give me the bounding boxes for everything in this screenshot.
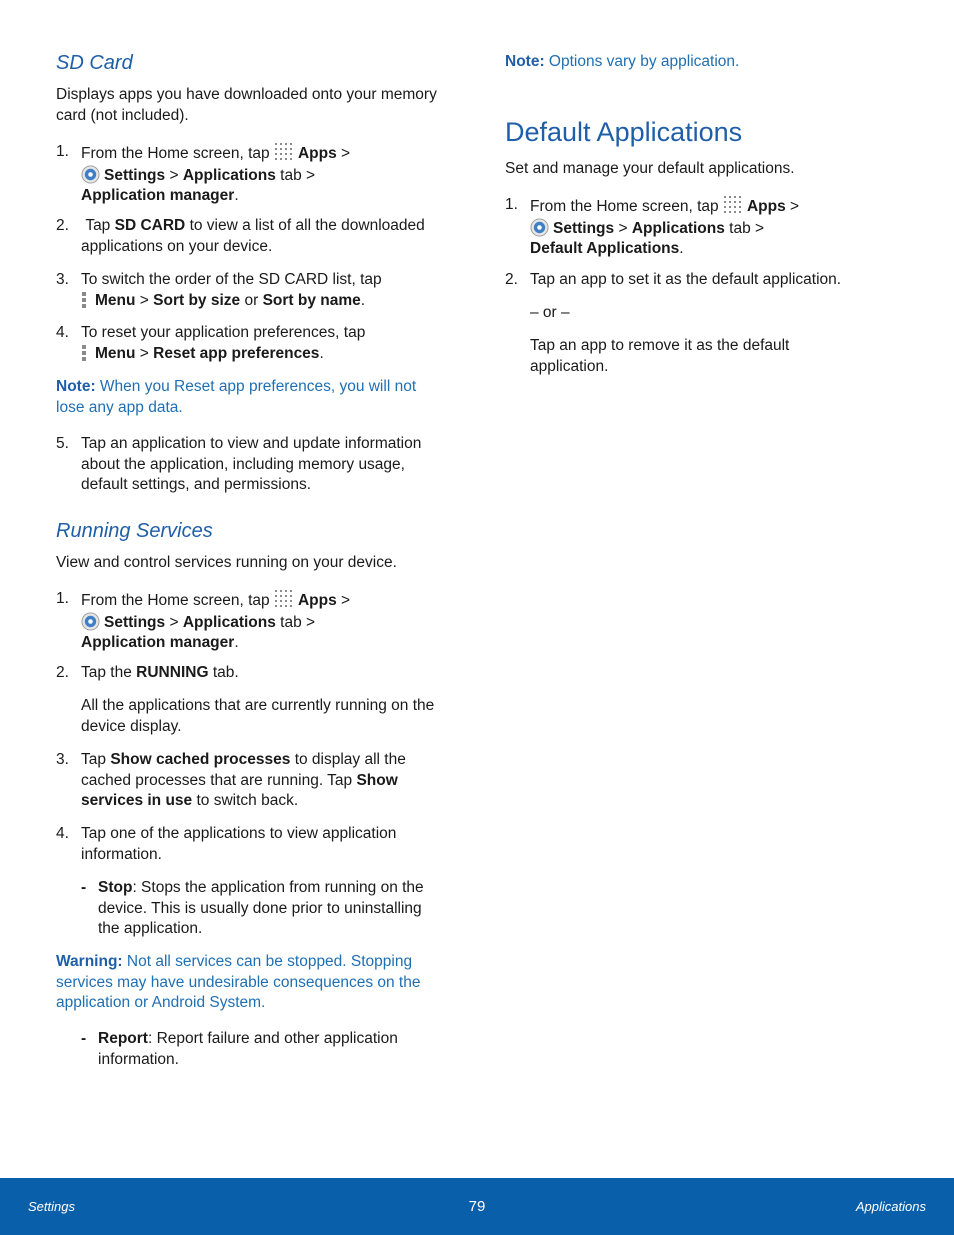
settings-gear-icon <box>81 612 100 631</box>
options-note: Note: Options vary by application. <box>505 53 740 70</box>
sd-card-note: Note: When you Reset app preferences, you will not lose any app data. <box>56 378 417 416</box>
sd-card-heading: SD Card <box>56 52 133 74</box>
menu-dots-icon <box>81 344 87 362</box>
apps-grid-icon <box>723 195 743 215</box>
apps-grid-icon <box>274 589 294 609</box>
menu-dots-icon <box>81 291 87 309</box>
footer-section-right: Applications <box>855 1199 926 1214</box>
running-services-intro: View and control services running on your device. <box>56 554 397 571</box>
running-step-2-detail: All the applications that are currently running on the device display. <box>81 697 435 735</box>
page-number: 79 <box>468 1198 486 1215</box>
default-applications-heading: Default Applications <box>505 117 743 147</box>
settings-gear-icon <box>81 165 100 184</box>
footer-section-left: Settings <box>28 1199 75 1214</box>
default-alt-instruction: Tap an app to remove it as the default application. <box>530 337 790 375</box>
sd-card-intro: Displays apps you have downloaded onto your memory card (not included). <box>56 86 437 124</box>
settings-gear-icon <box>530 218 549 237</box>
running-warning: Warning: Not all services can be stopped. Stopping services may have undesirable consequences on the application or Android System. <box>56 953 421 1012</box>
default-applications-intro: Set and manage your default applications. <box>505 160 795 177</box>
page-footer <box>0 1178 954 1235</box>
running-services-heading: Running Services <box>56 520 213 542</box>
apps-grid-icon <box>274 142 294 162</box>
or-separator: – or – <box>530 304 570 321</box>
